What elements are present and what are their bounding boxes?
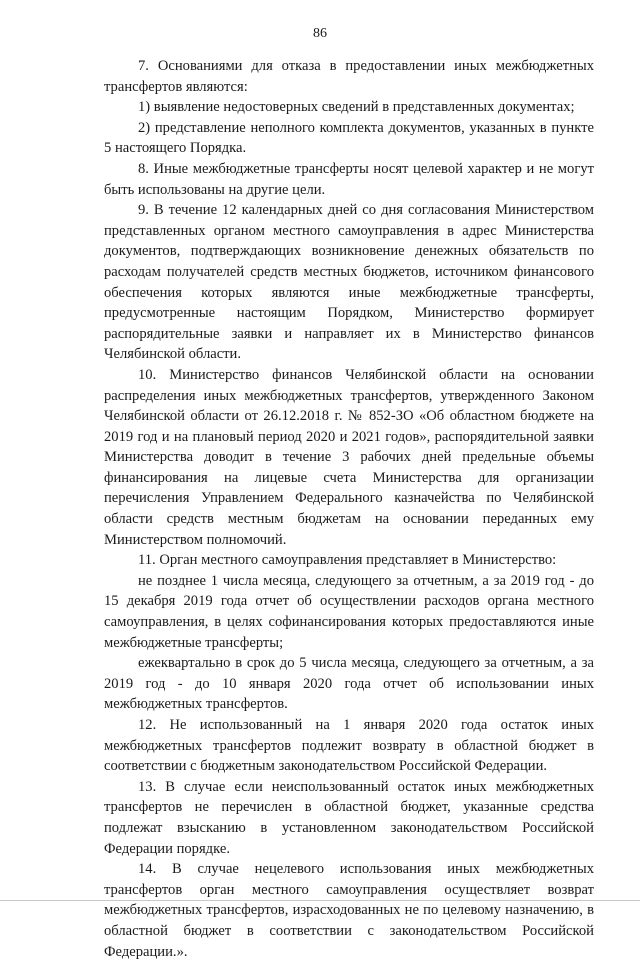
paragraph-10: 10. Министерство финансов Челябинской области на основании распределения иных межбюджетных трансфертов, утвержденного Законом Челябинской области от 26.12.2018 г. № 852-ЗО «Об областном бюджете на 2019 год и на плановый период 2020 и 2021 годов», распорядительной заявки Министерства доводит в течение 3 рабочих дней предельные объемы финансирования на лицевые счета Министерства для организации перечисления Управлением Федерального казначейства по Челябинской области средств местным бюджетам на основании переданных ему Министерством полномочий. — [104, 366, 594, 548]
paragraph-8: 8. Иные межбюджетные трансферты носят целевой характер и не могут быть использованы на другие цели. — [104, 160, 594, 198]
page-number: 86 — [313, 26, 327, 41]
document-body — [104, 56, 594, 962]
paragraph-12: 12. Не использованный на 1 января 2020 года остаток иных межбюджетных трансфертов подлежит возврату в областной бюджет в соответствии с бюджетным законодательством Российской Федерации. — [104, 717, 594, 775]
paragraph-11: 11. Орган местного самоуправления представляет в Министерство: — [138, 552, 557, 569]
paragraph-7: 7. Основаниями для отказа в предоставлении иных межбюджетных трансфертов являются: — [104, 58, 594, 95]
paragraph-13: 13. В случае если неиспользованный остаток иных межбюджетных трансфертов не перечислен в областной бюджет, указанные средства подлежат взысканию в установленном законодательством Российской Федерации порядке. — [104, 778, 594, 857]
scan-edge-line — [0, 900, 640, 901]
paragraph-9: 9. В течение 12 календарных дней со дня согласования Министерством представленных органом местного самоуправления в адрес Министерства документов, подтверждающих возникновение денежных обязательств по расходам получателей средств местных бюджетов, источником финансового обеспечения которых являются иные межбюджетные трансферты, предусмотренные настоящим Порядком, Министерство формирует распорядительные заявки и направляет их в Министерство финансов Челябинской области. — [104, 202, 594, 363]
paragraph-11-item-1: не позднее 1 числа месяца, следующего за отчетным, а за 2019 год - до 15 декабря 2019 года отчет об осуществлении расходов органа местного самоуправления, в целях софинансирования которых предоставляются иные межбюджетные трансферты; — [104, 572, 594, 651]
paragraph-11-item-2: ежеквартально в срок до 5 числа месяца, следующего за отчетным, а за 2019 год - до 10 января 2020 года отчет об использовании иных межбюджетных трансфертов. — [104, 655, 594, 713]
paragraph-7-item-2: 2) представление неполного комплекта документов, указанных в пункте 5 настоящего Порядка. — [104, 119, 594, 157]
paragraph-14: 14. В случае нецелевого использования иных межбюджетных трансфертов орган местного самоуправления осуществляет возврат межбюджетных трансфертов, израсходованных не по целевому назначению, в областной бюджет в соответствии с законодательством Российской Федерации.». — [104, 861, 594, 960]
paragraph-7-item-1: 1) выявление недостоверных сведений в представленных документах; — [138, 99, 575, 116]
